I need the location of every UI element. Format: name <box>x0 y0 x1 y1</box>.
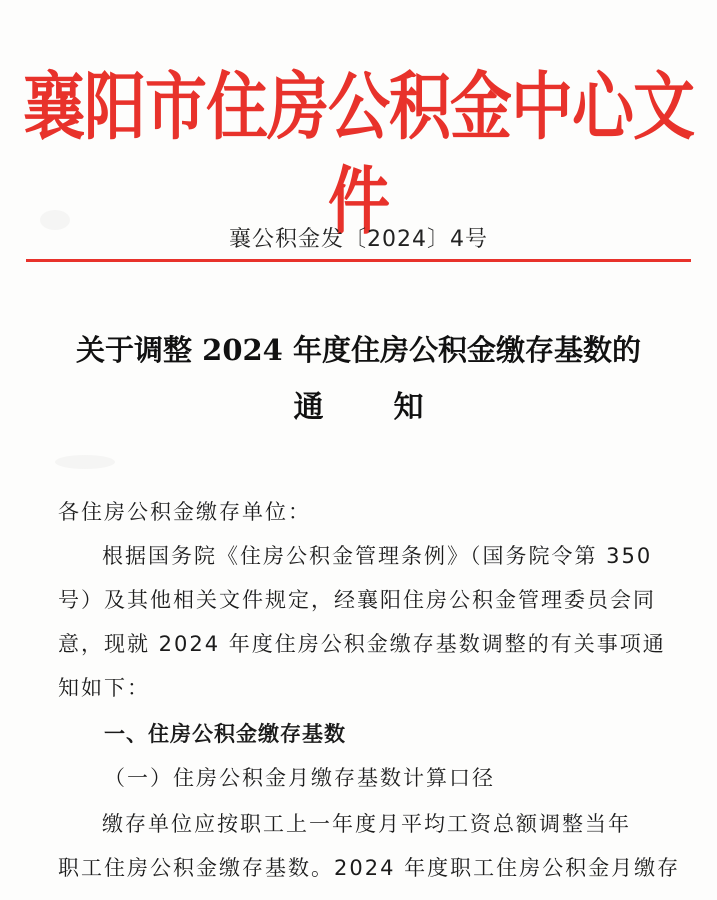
section-heading-1: 一、住房公积金缴存基数 <box>104 722 346 746</box>
document-number: 襄公积金发〔2024〕4号 <box>229 227 488 252</box>
scan-smudge <box>55 455 115 469</box>
paragraph-2-line-1: 缴存单位应按职工上一年度月平均工资总额调整当年 <box>102 812 631 836</box>
document-header-title: 襄阳市住房公积金中心文件 <box>22 63 694 245</box>
notice-title-char-zhi: 知 <box>393 390 424 425</box>
notice-title: 关于调整 2024 年度住房公积金缴存基数的 <box>76 333 641 367</box>
notice-title-second-line <box>0 390 717 426</box>
subsection-heading-1: （一）住房公积金月缴存基数计算口径 <box>104 766 495 790</box>
notice-title-char-tong: 通 <box>293 390 324 425</box>
paragraph-1-line-2: 号）及其他相关文件规定，经襄阳住房公积金管理委员会同 <box>58 588 656 612</box>
recipient-line: 各住房公积金缴存单位： <box>58 500 311 524</box>
red-divider-line <box>26 259 691 262</box>
paragraph-1-line-1: 根据国务院《住房公积金管理条例》（国务院令第 350 <box>102 544 653 568</box>
paragraph-2-line-2: 职工住房公积金缴存基数。2024 年度职工住房公积金月缴存 <box>58 856 681 880</box>
paragraph-1-line-4: 知如下： <box>58 676 150 700</box>
paragraph-1-line-3: 意，现就 2024 年度住房公积金缴存基数调整的有关事项通 <box>58 632 666 656</box>
